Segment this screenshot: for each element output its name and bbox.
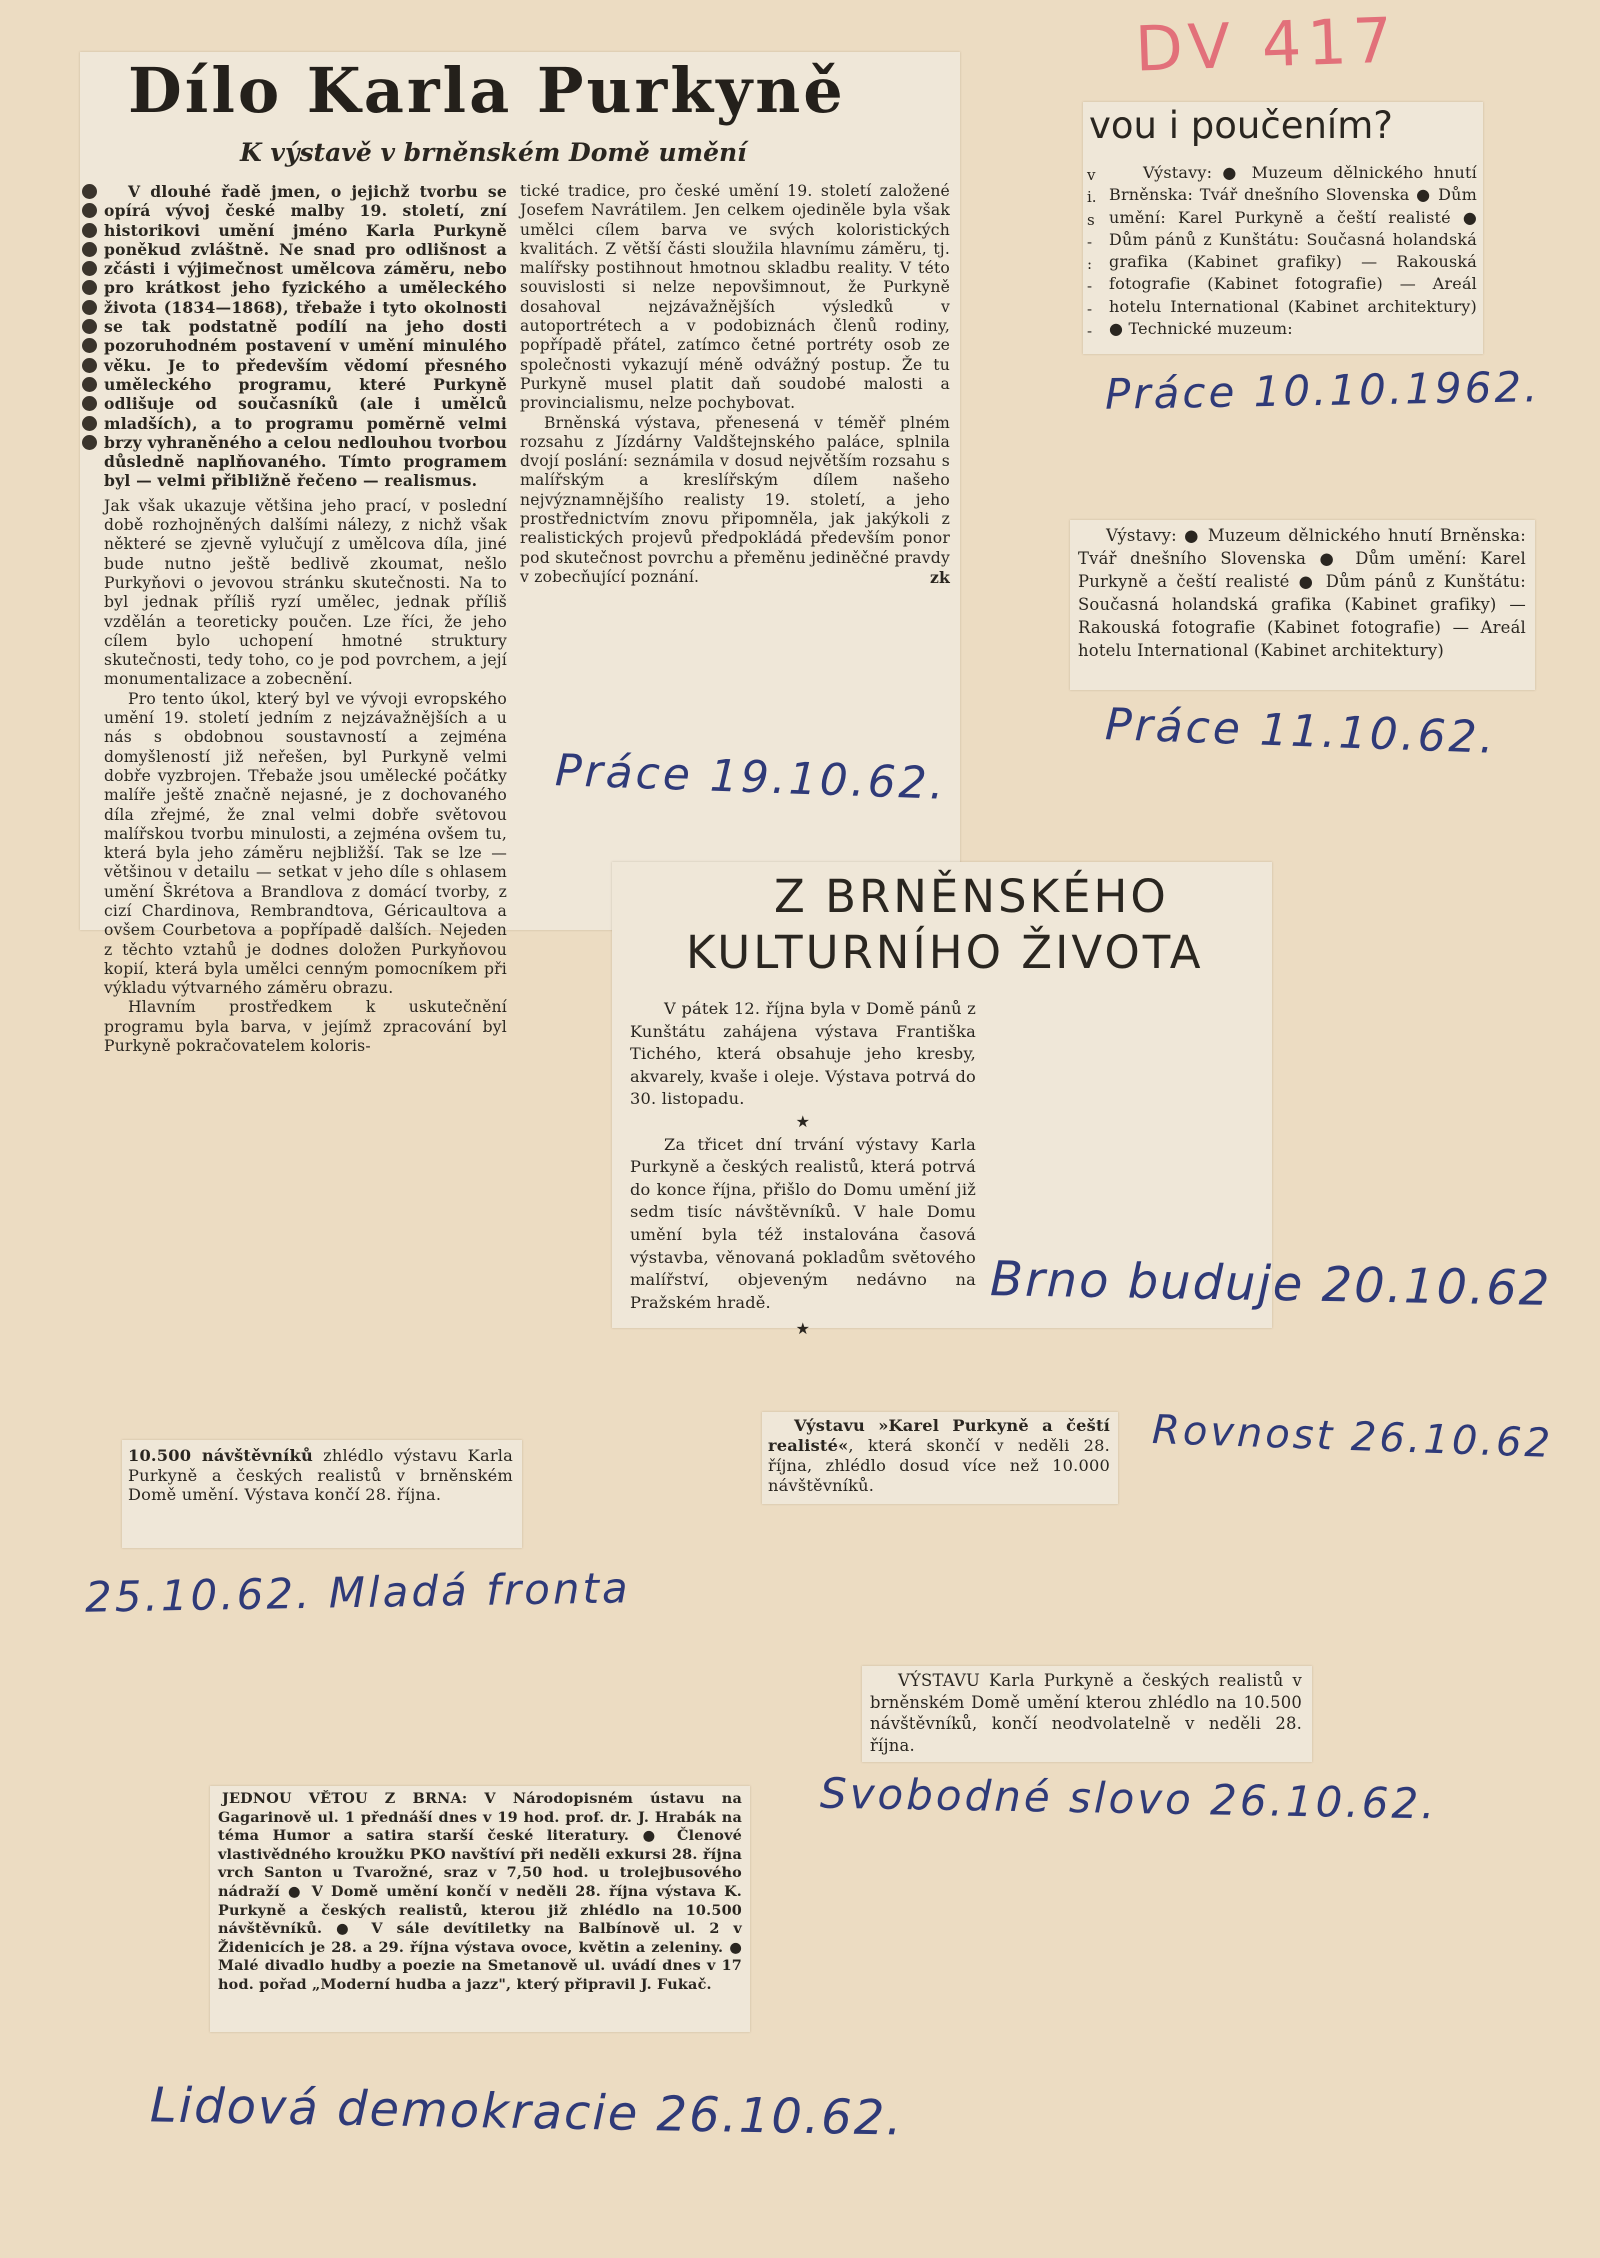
clip-vystavy-prace-11 bbox=[1070, 520, 1535, 690]
clip-svobodne-slovo bbox=[862, 1666, 1312, 1762]
article-signature: zk bbox=[929, 568, 950, 588]
annotation-lidova-demokracie: Lidová demokracie 26.10.62. bbox=[149, 2077, 905, 2147]
bullet-icon bbox=[82, 223, 97, 238]
clip-text: VÝSTAVU Karla Purkyně a českých realistů v brněnském Domě umění kterou zhlédlo na 10.500 návštěvníků, končí neodvolatelně v neděli 28. října. bbox=[870, 1671, 1302, 1755]
clip-lead: Výstavu »Karel Purkyně a čeští realisté« bbox=[768, 1416, 1110, 1455]
bullet-icon bbox=[82, 435, 97, 450]
clip-text: Výstavy: ● Muzeum dělnického hnutí Brněnska: Tvář dnešního Slovenska ● Dům umění: Karel Purkyně a čeští realisté ● Dům pánů z Kunštátu: Současná holandská grafika (Kabinet grafiky) — Rakouská fotografie (Kabinet fotografie) — Areál hotelu International (Kabinet architektury) bbox=[1078, 526, 1526, 660]
article-paragraph: Jak však ukazuje většina jeho prací, v poslední době rozhojněných dalšími nálezy, z nichž však některé se zjevně vylučují z umělcova díla, jiné bude nutno ještě bedlivě zkoumat, nešlo Purkyňovi o jevovou stránku skutečnosti. Na to byl jednak příliš ryzí umělec, jednak příliš vzdělán a teoreticky poučen. Lze říci, že jeho cílem bylo uchopení hmotné struktury skutečnosti, tedy toho, co je pod povrchem, a její monumentalizace a zobecnění. bbox=[104, 496, 507, 689]
article-paragraph: Pro tento úkol, který byl ve vývoji evropského umění 19. století jedním z nejzávažnějších a u nás s obdobnou soustavností a zejména domyšleností již neřešen, byl Purkyně velmi dobře vyzbrojen. Třebaže jsou umělecké počátky malíře ještě značně nejasné, je z dochovaného díla zřejmé, že znal velmi dobře světovou malířskou tvorbu minulosti, a zejména ovšem tu, která byla jeho záměru nejbližší. Tak se lze — většinou v detailu — setkat v jeho díle s ohlasem umění Škrétova a Brandlova z domácí tvorby, z cizí Chardinova, Rembrandtova, Géricaultova a ovšem Courbetova a popřípadě dalších. Nejeden z těchto vztahů je dodnes doložen Purkyňovou kopií, která byla umělci cenným pomocníkem při výkladu výtvarného záměru obrazu. bbox=[104, 689, 507, 998]
clip-title-line-1: Z BRNĚNSKÉHO bbox=[774, 870, 1169, 923]
annotation-prace-11: Práce 11.10.62. bbox=[1104, 699, 1498, 764]
bullet-icon bbox=[82, 280, 97, 295]
clip-paragraph: Za třicet dní trvání výstavy Karla Purkyně a českých realistů, která potrvá do konce října, přišlo do Domu umění již sedm tisíc návštěvníků. V hale Domu umění byla též instalována časová výstavba, věnovaná pokladům světového malířství, objeveným nedávno na Pražském hradě. bbox=[630, 1134, 976, 1312]
annotation-svobodne-slovo: Svobodné slovo 26.10.62. bbox=[819, 1768, 1438, 1829]
clip-vystavy-prace-10 bbox=[1083, 102, 1483, 354]
annotation-prace-10: Práce 10.10.1962. bbox=[1104, 362, 1541, 419]
bullet-icon bbox=[82, 203, 97, 218]
article-column-1 bbox=[104, 182, 507, 1056]
bullet-column bbox=[82, 184, 98, 454]
clip-text: 10.500 návštěvníků zhlédlo výstavu Karla Purkyně a českých realistů v brněnském Domě umění. Výstava končí 28. října. bbox=[128, 1446, 513, 1504]
clip-mlada-fronta bbox=[122, 1440, 522, 1548]
star-icon: ★ bbox=[795, 1319, 811, 1339]
article-lead: V dlouhé řadě jmen, o jejichž tvorbu se opírá vývoj české malby 19. století, zní historikovi umění jméno Karla Purkyně poněkud zvláštně. Ne snad pro odlišnost a zčásti i výjimečnost umělcova záměru, nebo pro krátkost jeho fyzického a uměleckého života (1834—1868), třebaže i tyto okolnosti se tak podstatně podílí na jeho dosti pozoruhodném postavení v umění minulého věku. Je to především vědomí přesného uměleckého programu, které Purkyně odlišuje od současníků (ale i umělců mladších), a to programu poměrně velmi brzy vyhraněného a celou nedlouhou tvorbou důsledně naplňovaného. Tímto programem byl — velmi přibližně řečeno — realismus. bbox=[104, 182, 507, 491]
bullet-icon bbox=[82, 416, 97, 431]
annotation-brno-buduje: Brno buduje 20.10.62 bbox=[989, 1251, 1552, 1317]
article-subtitle: K výstavě v brněnském Domě umění bbox=[240, 138, 747, 167]
clip-rovnost bbox=[762, 1412, 1118, 1504]
article-paragraph: Hlavním prostředkem k uskutečnění programu byla barva, v jejímž zpracování byl Purkyně pokračovatelem koloris- bbox=[104, 998, 507, 1056]
bullet-icon bbox=[82, 319, 97, 334]
clip-lead: JEDNOU VĚTOU Z BRNA: bbox=[222, 1790, 468, 1807]
clip-text: Výstavu »Karel Purkyně a čeští realisté«, která skončí v neděli 28. října, zhlédlo dosud více než 10.000 návštěvníků. bbox=[768, 1416, 1110, 1495]
annotation-mlada-fronta: 25.10.62. Mladá fronta bbox=[84, 1563, 632, 1622]
bullet-icon bbox=[82, 184, 97, 199]
bullet-icon bbox=[82, 396, 97, 411]
article-paragraph: Brněnská výstava, přenesená v téměř plném rozsahu z Jízdárny Valdštejnského paláce, splnila dvojí poslání: seznámila v dosud největším rozsahu s malířským a kreslířským dílem našeho nejvýznamnějšího realisty 19. století, a jeho prostřednictvím znovu připomněla, jak jakýkoli z realistických projevů předpokládá především ponor pod skutečnost povrchu a přeměnu jediněčné pravdy v zobecňující poznání. bbox=[520, 413, 950, 586]
clip-text: JEDNOU VĚTOU Z BRNA: V Národopisném ústavu na Gagarinově ul. 1 přednáší dnes v 19 hod. prof. dr. J. Hrabák na téma Humor a satira starší české literatury. ● Členové vlastivědného kroužku PKO navštíví při neděli exkursi 28. října vrch Santon u Tvarožné, sraz v 7,50 hod. u trolejbusového nádraží ● V Domě umění končí v neděli 28. října výstava K. Purkyně a českých realistů, kterou již zhlédlo na 10.500 návštěvníků. ● V sále devítiletky na Balbínově ul. 2 v Židenicích je 28. a 29. října výstava ovoce, květin a zeleniny. ● Malé divadlo hudby a poezie na Smetanově ul. uvádí dnes v 17 hod. pořad „Moderní hudba a jazz", který připravil J. Fukač. bbox=[218, 1790, 742, 1993]
clip-lead: 10.500 návštěvníků bbox=[128, 1446, 313, 1465]
star-icon: ★ bbox=[795, 1111, 811, 1131]
article-paragraph: tické tradice, pro české umění 19. století založené Josefem Navrátilem. Jen celkem ojediněle byla však umělci cílem barva ve svých koloristických kvalitách. Z větší části sloužila hlavnímu záměru, tj. malířsky postihnout hmotnou skladbu reality. V této souvislosti si nelze nepovšimnout, že Purkyně dosahoval nejzávažnějších výsledků v autoportrétech a v podobiznách členů rodiny, popřípadě přátel, zatímco četné portréty osob ze společnosti vykazují méně odvážný postup. Že tu Purkyně musel platit daň soudobé malosti a provincialismu, nelze pochybovat. bbox=[520, 182, 950, 413]
bullet-icon bbox=[82, 377, 97, 392]
clip-body bbox=[630, 998, 976, 1341]
bullet-icon bbox=[82, 261, 97, 276]
clip-paragraph: V pátek 12. října byla v Domě pánů z Kunštátu zahájena výstava Františka Tichého, která obsahuje jeho kresby, akvarely, kvaše i oleje. Výstava potrvá do 30. listopadu. bbox=[630, 999, 976, 1109]
clip-heading: vou i poučením? bbox=[1089, 104, 1393, 147]
archive-mark: DV 417 bbox=[1133, 3, 1400, 86]
bullet-icon bbox=[82, 358, 97, 373]
article-title: Dílo Karla Purkyně bbox=[128, 54, 846, 127]
bullet-icon bbox=[82, 338, 97, 353]
bullet-icon bbox=[82, 300, 97, 315]
bullet-icon bbox=[82, 242, 97, 257]
annotation-rovnost: Rovnost 26.10.62 bbox=[1151, 1407, 1554, 1467]
clip-text: Výstavy: ● Muzeum dělnického hnutí Brněnska: Tvář dnešního Slovenska ● Dům umění: Karel Purkyně a čeští realisté ● Dům pánů z Kunštátu: Současná holandská grafika (Kabinet grafiky) — Rakouská fotografie (Kabinet fotografie) — Areál hotelu International (Kabinet architektury) ● Technické muzeum: bbox=[1109, 163, 1477, 339]
annotation-prace-19: Práce 19.10.62. bbox=[554, 745, 948, 810]
margin-letters: v i. s - : - - - bbox=[1087, 166, 1097, 341]
clip-title-line-2: KULTURNÍHO ŽIVOTA bbox=[686, 926, 1204, 979]
clip-lidova-demokracie bbox=[210, 1786, 750, 2032]
article-column-2 bbox=[520, 182, 950, 588]
